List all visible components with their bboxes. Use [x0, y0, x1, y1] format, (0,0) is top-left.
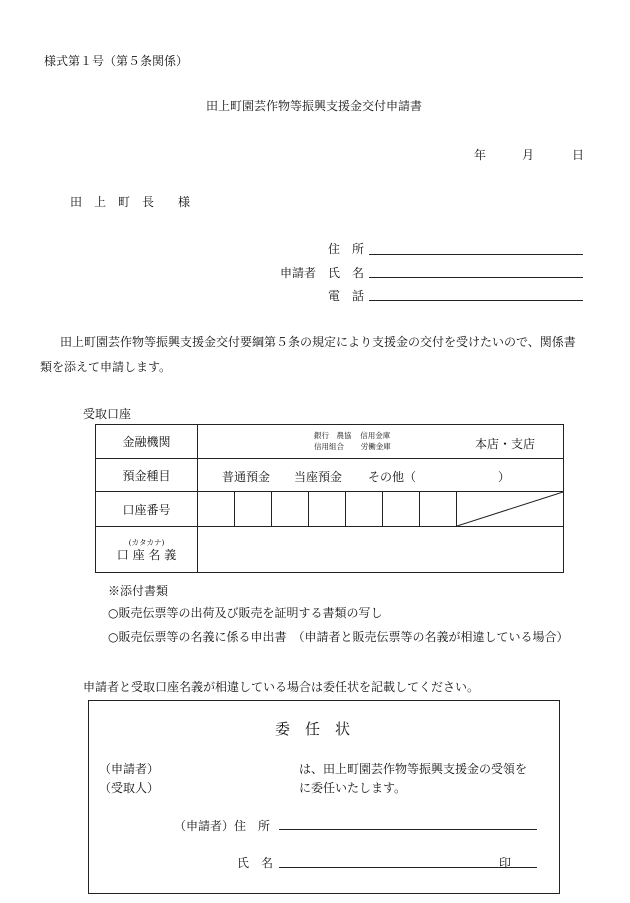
proxy-text-1: は、田上町園芸作物等振興支援金の受領を: [299, 762, 528, 776]
bank-type-credit-union: 信用組合: [314, 442, 344, 451]
applicant-address-line[interactable]: [369, 254, 583, 255]
body-text-line2: 類を添えて申請します。: [40, 360, 172, 374]
date-day: 日: [572, 148, 585, 162]
proxy-name-label: 氏 名: [237, 856, 274, 870]
applicant-label: 申請者: [280, 266, 317, 280]
deposit-type-label: 預金種目: [96, 459, 198, 492]
attachment-item: ○販売伝票等の出荷及び販売を証明する書類の写し: [108, 606, 383, 620]
bank-type-labour: 労働金庫: [360, 442, 391, 451]
proxy-recipient-label: （受取人）: [99, 781, 160, 795]
addressee: 田 上 町 長 様: [70, 195, 191, 209]
account-digit-5[interactable]: [346, 492, 383, 527]
applicant-phone-line[interactable]: [369, 300, 583, 301]
proxy-seal: 印: [499, 856, 512, 870]
body-text-line1: 田上町園芸作物等振興支援金交付要綱第５条の規定により支援金の交付を受けたいので、関係書: [60, 335, 576, 349]
deposit-option-other[interactable]: その他（: [368, 470, 417, 484]
account-holder-kana: (カタカナ): [128, 537, 165, 547]
deposit-option-other-close: ）: [498, 470, 511, 484]
applicant-address-label: 住 所: [328, 242, 365, 256]
date-year: 年: [474, 148, 487, 162]
document-title: 田上町園芸作物等振興支援金交付申請書: [206, 99, 423, 113]
deposit-option-ordinary[interactable]: 普通預金: [222, 470, 271, 484]
bank-type-bank-agri: 銀行 農協: [314, 431, 352, 440]
account-holder-label: [96, 527, 198, 573]
branch-label: 本店・支店: [475, 437, 536, 451]
account-digit-3[interactable]: [272, 492, 309, 527]
account-holder-field[interactable]: [198, 527, 564, 573]
bank-type-shinkin: 信用金庫: [360, 431, 391, 440]
proxy-note: 申請者と受取口座名義が相違している場合は委任状を記載してください。: [83, 680, 480, 694]
attachment-item: ○販売伝票等の名義に係る申出書 （申請者と販売伝票等の名義が相違している場合）: [108, 630, 569, 644]
applicant-name-label: 氏 名: [328, 266, 365, 280]
account-digit-4[interactable]: [309, 492, 346, 527]
deposit-option-current[interactable]: 当座預金: [294, 470, 343, 484]
bank-field[interactable]: [198, 425, 564, 459]
proxy-box: [88, 700, 560, 894]
account-digit-6[interactable]: [383, 492, 420, 527]
account-table: [95, 424, 564, 573]
form-number: 様式第１号（第５条関係）: [44, 54, 189, 68]
account-digit-7[interactable]: [420, 492, 457, 527]
proxy-address-line[interactable]: [279, 829, 537, 830]
applicant-name-line[interactable]: [369, 277, 583, 278]
account-holder-title: 口 座 名 義: [116, 547, 177, 562]
bank-label: 金融機関: [96, 425, 198, 459]
deposit-type-field[interactable]: [198, 459, 564, 492]
account-digit-2[interactable]: [235, 492, 272, 527]
account-number-label: 口座番号: [96, 492, 198, 527]
proxy-address-label: （申請者）住 所: [174, 819, 271, 833]
proxy-text-2: に委任いたします。: [299, 781, 407, 795]
attachments-heading: ※添付書類: [108, 584, 169, 598]
date-month: 月: [522, 148, 535, 162]
proxy-applicant-label: （申請者）: [99, 762, 160, 776]
account-number-unused: [457, 492, 564, 527]
account-heading: 受取口座: [83, 407, 132, 421]
proxy-title: 委 任 状: [275, 720, 351, 738]
applicant-phone-label: 電 話: [328, 289, 365, 303]
account-digit-1[interactable]: [198, 492, 235, 527]
diagonal-strike: [457, 492, 564, 527]
